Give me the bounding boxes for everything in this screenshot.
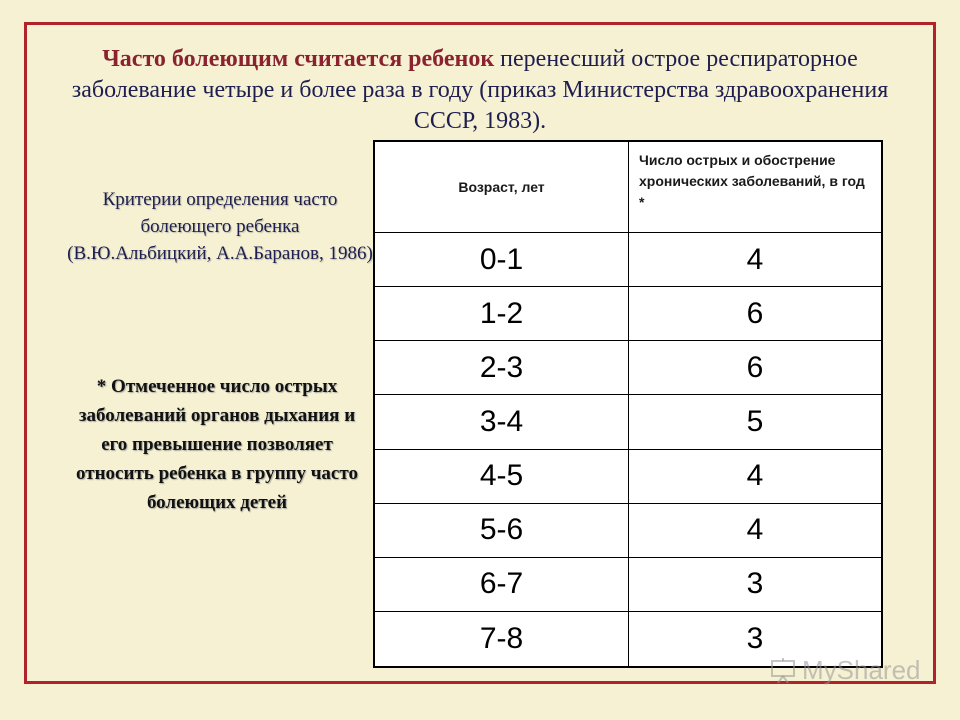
table-header-count: Число острых и обострение хронических заболеваний, в год * <box>629 142 881 233</box>
watermark-text: MyShared <box>802 655 921 685</box>
table-cell-count: 4 <box>629 450 881 504</box>
table-cell-age: 4-5 <box>375 450 629 504</box>
table-cell-age: 5-6 <box>375 504 629 558</box>
table-cell-count: 3 <box>746 621 764 655</box>
table-cell-age: 0-1 <box>375 233 629 287</box>
slide-heading <box>60 44 900 137</box>
table-cell-age: 6-7 <box>375 558 629 612</box>
table-cell-count: 6 <box>629 341 881 395</box>
table-cell-count: 3 <box>629 558 881 612</box>
table-cell-count: 5 <box>629 395 881 449</box>
heading-lead: Часто болеющим считается ребенок <box>102 46 495 72</box>
presentation-icon <box>770 658 796 684</box>
table-cell-count: 4 <box>629 233 881 287</box>
table-cell-count: 4 <box>629 504 881 558</box>
criteria-title: Критерии определения часто болеющего ребенка <box>102 189 338 237</box>
heading-rest: перенесший острое респираторное заболевание четыре и более раза в году (приказ Министерства здравоохранения СССР, 1983). <box>71 46 889 134</box>
criteria-block <box>60 186 380 267</box>
criteria-authors: (В.Ю.Альбицкий, А.А.Баранов, 1986) <box>67 243 373 264</box>
criteria-table <box>373 140 883 668</box>
table-cell-count: 6 <box>629 287 881 341</box>
table-cell-age: 3-4 <box>375 395 629 449</box>
footnote: * Отмеченное число острых заболеваний органов дыхания и его превышение позволяет относить ребенка в группу часто болеющих детей <box>76 376 358 513</box>
table-cell-age: 2-3 <box>375 341 629 395</box>
watermark <box>770 655 921 686</box>
table-cell-age: 1-2 <box>375 287 629 341</box>
table-cell-age: 7-8 <box>375 612 629 666</box>
table-header-age: Возраст, лет <box>375 142 629 233</box>
